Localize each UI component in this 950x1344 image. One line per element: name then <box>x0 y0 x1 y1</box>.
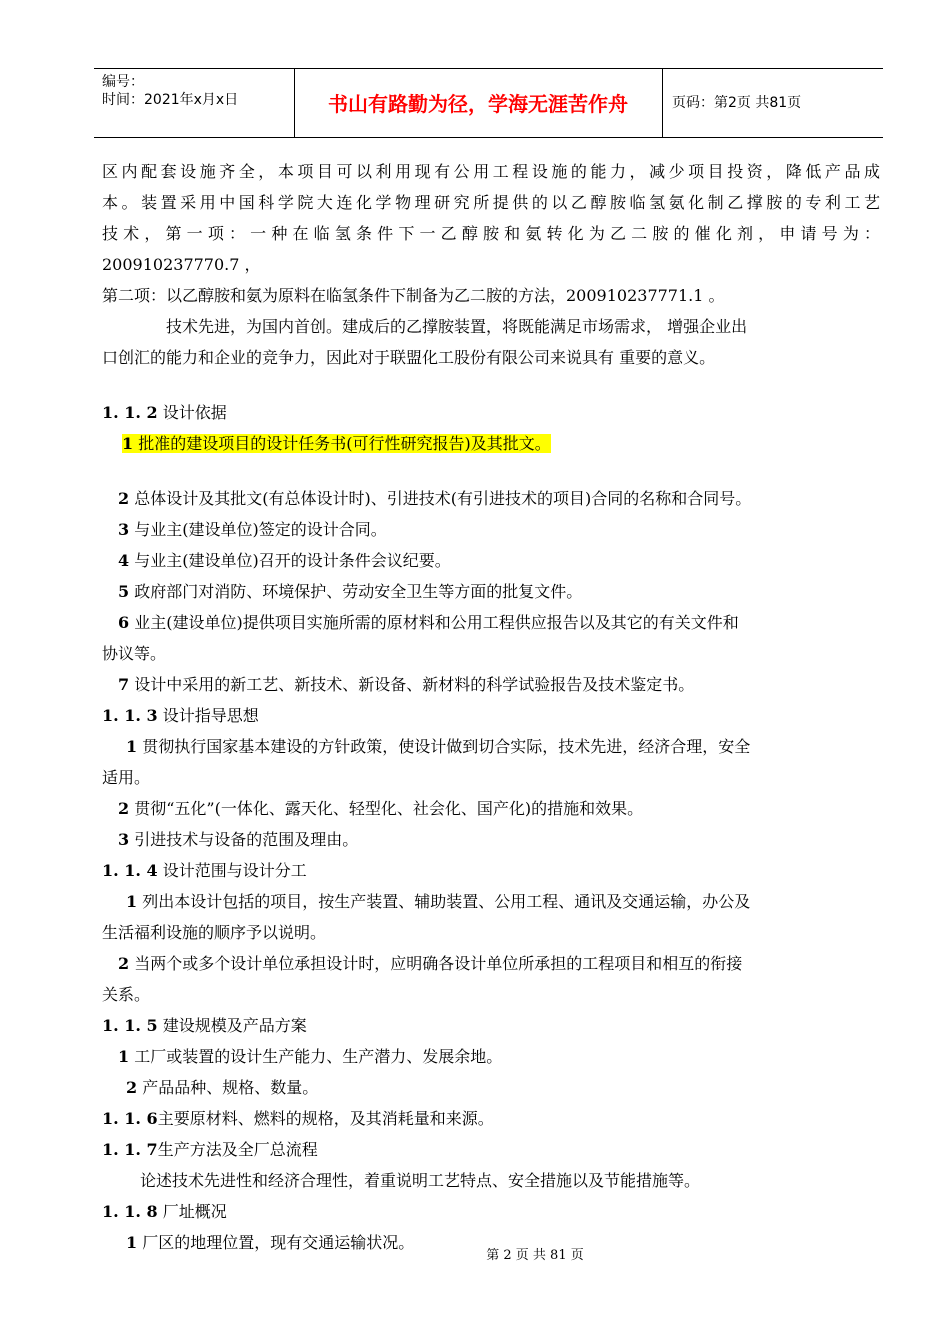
list-item: 5 政府部门对消防、环境保护、劳动安全卫生等方面的批复文件。 <box>118 582 583 601</box>
header-page-cell <box>662 69 883 137</box>
header-page-number: 页码：第2页 共81页 <box>672 95 802 111</box>
intro-line: 区内配套设施齐全，本项目可以利用现有公用工程设施的能力，减少项目投资，降低产品成 <box>102 162 880 181</box>
section-heading <box>102 1010 880 1041</box>
section-heading <box>102 1134 880 1165</box>
section-title: 设计指导思想 <box>162 706 259 725</box>
list-item-continuation: 协议等。 <box>102 644 167 663</box>
section-title: 生产方法及全厂总流程 <box>157 1140 318 1159</box>
section-heading <box>102 1103 880 1134</box>
page-footer: 第 2 页 共 81 页 <box>486 1248 584 1263</box>
document-body <box>102 156 880 1258</box>
page-header <box>94 68 883 138</box>
document-number-label: 编号： <box>102 74 144 90</box>
paragraph: 论述技术先进性和经济合理性，着重说明工艺特点、安全措施以及节能措施等。 <box>140 1171 701 1190</box>
section-number: 1. 1. 3 <box>102 706 158 725</box>
header-motto-cell <box>294 69 663 137</box>
intro-line: 第二项：以乙醇胺和氨为原料在临氢条件下制备为乙二胺的方法，200910237771.1 。 <box>102 286 725 305</box>
section-number: 1. 1. 8 <box>102 1202 158 1221</box>
list-item: 1 贯彻执行国家基本建设的方针政策，使设计做到切合实际，技术先进，经济合理，安全 <box>126 737 751 756</box>
highlighted-text: 1 批准的建设项目的设计任务书(可行性研究报告)及其批文。 <box>122 434 551 453</box>
section-heading <box>102 700 880 731</box>
section-title: 设计范围与设计分工 <box>162 861 307 880</box>
section-number: 1. 1. 2 <box>102 403 158 422</box>
list-item: 1 列出本设计包括的项目，按生产装置、辅助装置、公用工程、通讯及交通运输，办公及 <box>126 892 751 911</box>
list-item: 1 工厂或装置的设计生产能力、生产潜力、发展余地。 <box>118 1047 503 1066</box>
list-item <box>102 428 880 459</box>
intro-line: 技术先进，为国内首创。建成后的乙撑胺装置，将既能满足市场需求， 增强企业出 <box>166 317 748 336</box>
section-title: 设计依据 <box>162 403 227 422</box>
section-number: 1. 1. 7 <box>102 1140 158 1159</box>
section-title: 建设规模及产品方案 <box>162 1016 307 1035</box>
section-number: 1. 1. 5 <box>102 1016 158 1035</box>
list-item: 3 与业主(建设单位)签定的设计合同。 <box>118 520 387 539</box>
section-heading <box>102 855 880 886</box>
intro-line: 200910237770.7 ， <box>102 255 261 274</box>
intro-line: 技术，第一项：一种在临氢条件下一乙醇胺和氨转化为乙二胺的催化剂，申请号为： <box>102 224 880 243</box>
section-title: 主要原材料、燃料的规格，及其消耗量和来源。 <box>157 1109 494 1128</box>
section-number: 1. 1. 6 <box>102 1109 158 1128</box>
intro-line: 本。装置采用中国科学院大连化学物理研究所提供的以乙醇胺临氢氨化制乙撑胺的专利工艺 <box>102 193 880 212</box>
list-item: 6 业主(建设单位)提供项目实施所需的原材料和公用工程供应报告以及其它的有关文件和 <box>118 613 739 632</box>
section-number: 1. 1. 4 <box>102 861 158 880</box>
list-item-continuation: 适用。 <box>102 768 151 787</box>
list-item-continuation: 关系。 <box>102 985 151 1004</box>
list-item: 2 总体设计及其批文(有总体设计时)、引进技术(有引进技术的项目)合同的名称和合同号。 <box>118 489 752 508</box>
header-info-cell <box>94 69 295 137</box>
header-motto: 书山有路勤为径，学海无涯苦作舟 <box>328 92 628 116</box>
list-item: 7 设计中采用的新工艺、新技术、新设备、新材料的科学试验报告及技术鉴定书。 <box>118 675 695 694</box>
intro-line: 口创汇的能力和企业的竞争力，因此对于联盟化工股份有限公司来说具有 重要的意义。 <box>102 348 716 367</box>
list-item: 2 当两个或多个设计单位承担设计时，应明确各设计单位所承担的工程项目和相互的衔接 <box>118 954 743 973</box>
section-heading <box>102 1196 880 1227</box>
list-item: 3 引进技术与设备的范围及理由。 <box>118 830 359 849</box>
list-item: 1 厂区的地理位置，现有交通运输状况。 <box>126 1233 415 1252</box>
list-item: 2 贯彻“五化”(一体化、露天化、轻型化、社会化、国产化)的措施和效果。 <box>118 799 644 818</box>
section-title: 厂址概况 <box>162 1202 227 1221</box>
list-item: 4 与业主(建设单位)召开的设计条件会议纪要。 <box>118 551 451 570</box>
document-time-label: 时间：2021年x月x日 <box>102 92 239 108</box>
list-item: 2 产品品种、规格、数量。 <box>126 1078 319 1097</box>
list-item-continuation: 生活福利设施的顺序予以说明。 <box>102 923 327 942</box>
section-heading <box>102 397 880 428</box>
